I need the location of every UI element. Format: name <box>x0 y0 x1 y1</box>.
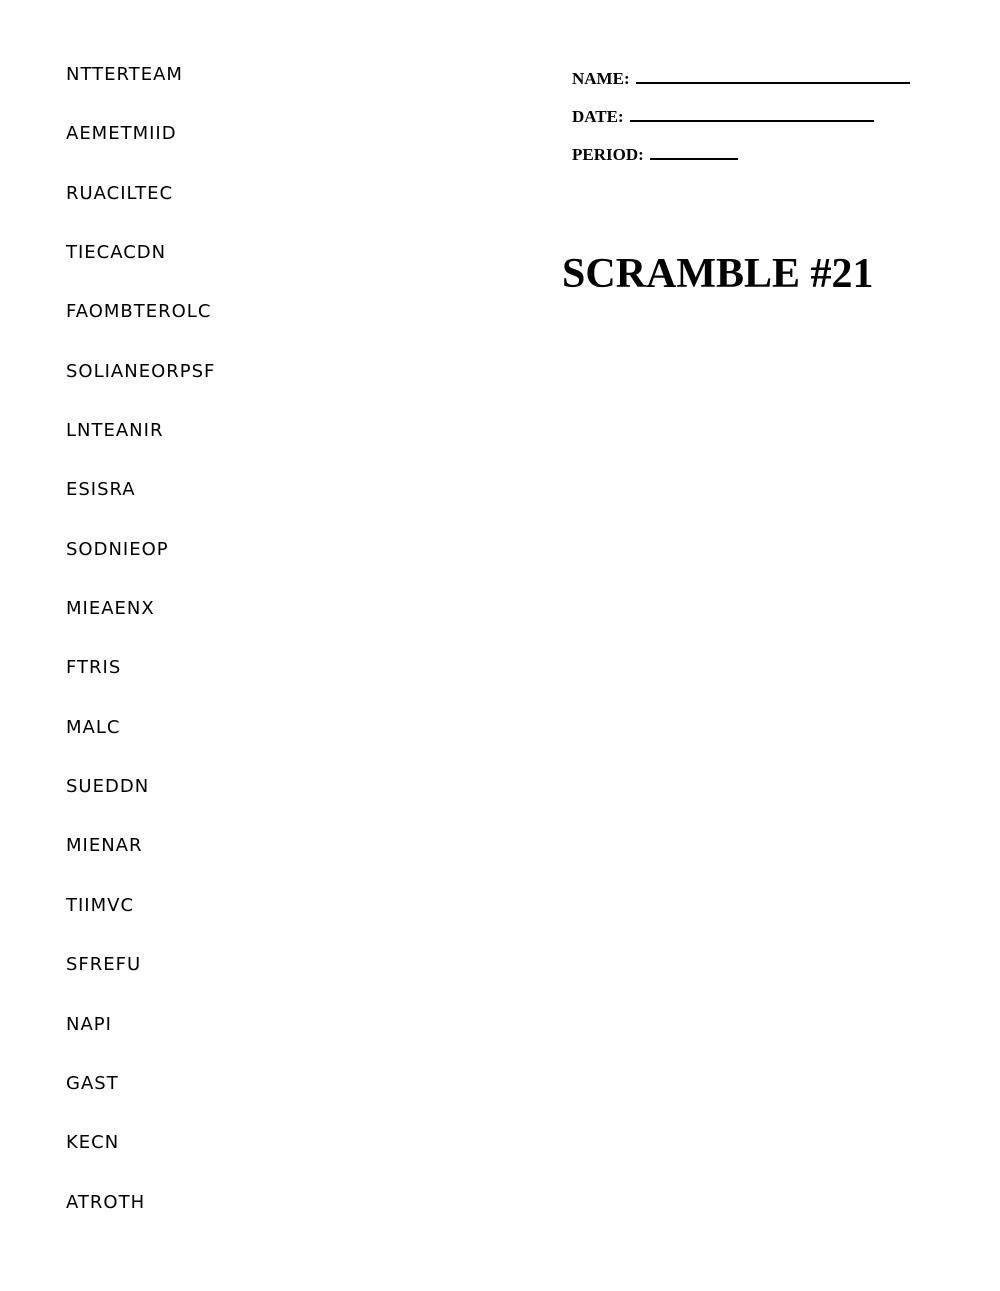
scrambled-word: SOLIANEORPSF <box>66 360 216 382</box>
scrambled-word: AEMETMIID <box>66 123 177 145</box>
date-blank-line[interactable] <box>630 100 874 122</box>
name-blank-line[interactable] <box>636 62 910 84</box>
scrambled-word: FAOMBTEROLC <box>66 301 212 323</box>
date-field <box>572 100 910 138</box>
scrambled-word: TIIMVC <box>66 894 135 916</box>
scrambled-word: TIECACDN <box>66 242 167 264</box>
scrambled-word: LNTEANIR <box>66 420 164 442</box>
scrambled-word: SODNIEOP <box>66 538 169 560</box>
period-label: PERIOD: <box>572 145 644 164</box>
name-label: NAME: <box>572 69 630 88</box>
scrambled-word-list <box>66 62 215 1249</box>
period-blank-line[interactable] <box>650 138 738 160</box>
student-info-fields <box>572 62 910 176</box>
date-label: DATE: <box>572 107 624 126</box>
scrambled-word: NAPI <box>66 1013 112 1035</box>
worksheet-title: SCRAMBLE #21 <box>562 251 874 297</box>
scrambled-word: KECN <box>66 1132 120 1154</box>
scrambled-word: GAST <box>66 1072 119 1094</box>
name-field <box>572 62 910 100</box>
scrambled-word: RUACILTEC <box>66 182 174 204</box>
scrambled-word: ATROTH <box>66 1191 146 1213</box>
period-field <box>572 138 910 176</box>
scrambled-word: ESISRA <box>66 479 136 501</box>
scrambled-word: NTTERTEAM <box>66 64 183 85</box>
scrambled-word: SFREFU <box>66 954 142 976</box>
scrambled-word: MIEAENX <box>66 598 155 620</box>
scrambled-word: MALC <box>66 716 121 738</box>
scrambled-word: FTRIS <box>66 657 122 679</box>
scrambled-word: MIENAR <box>66 835 143 857</box>
scrambled-word: SUEDDN <box>66 776 150 798</box>
